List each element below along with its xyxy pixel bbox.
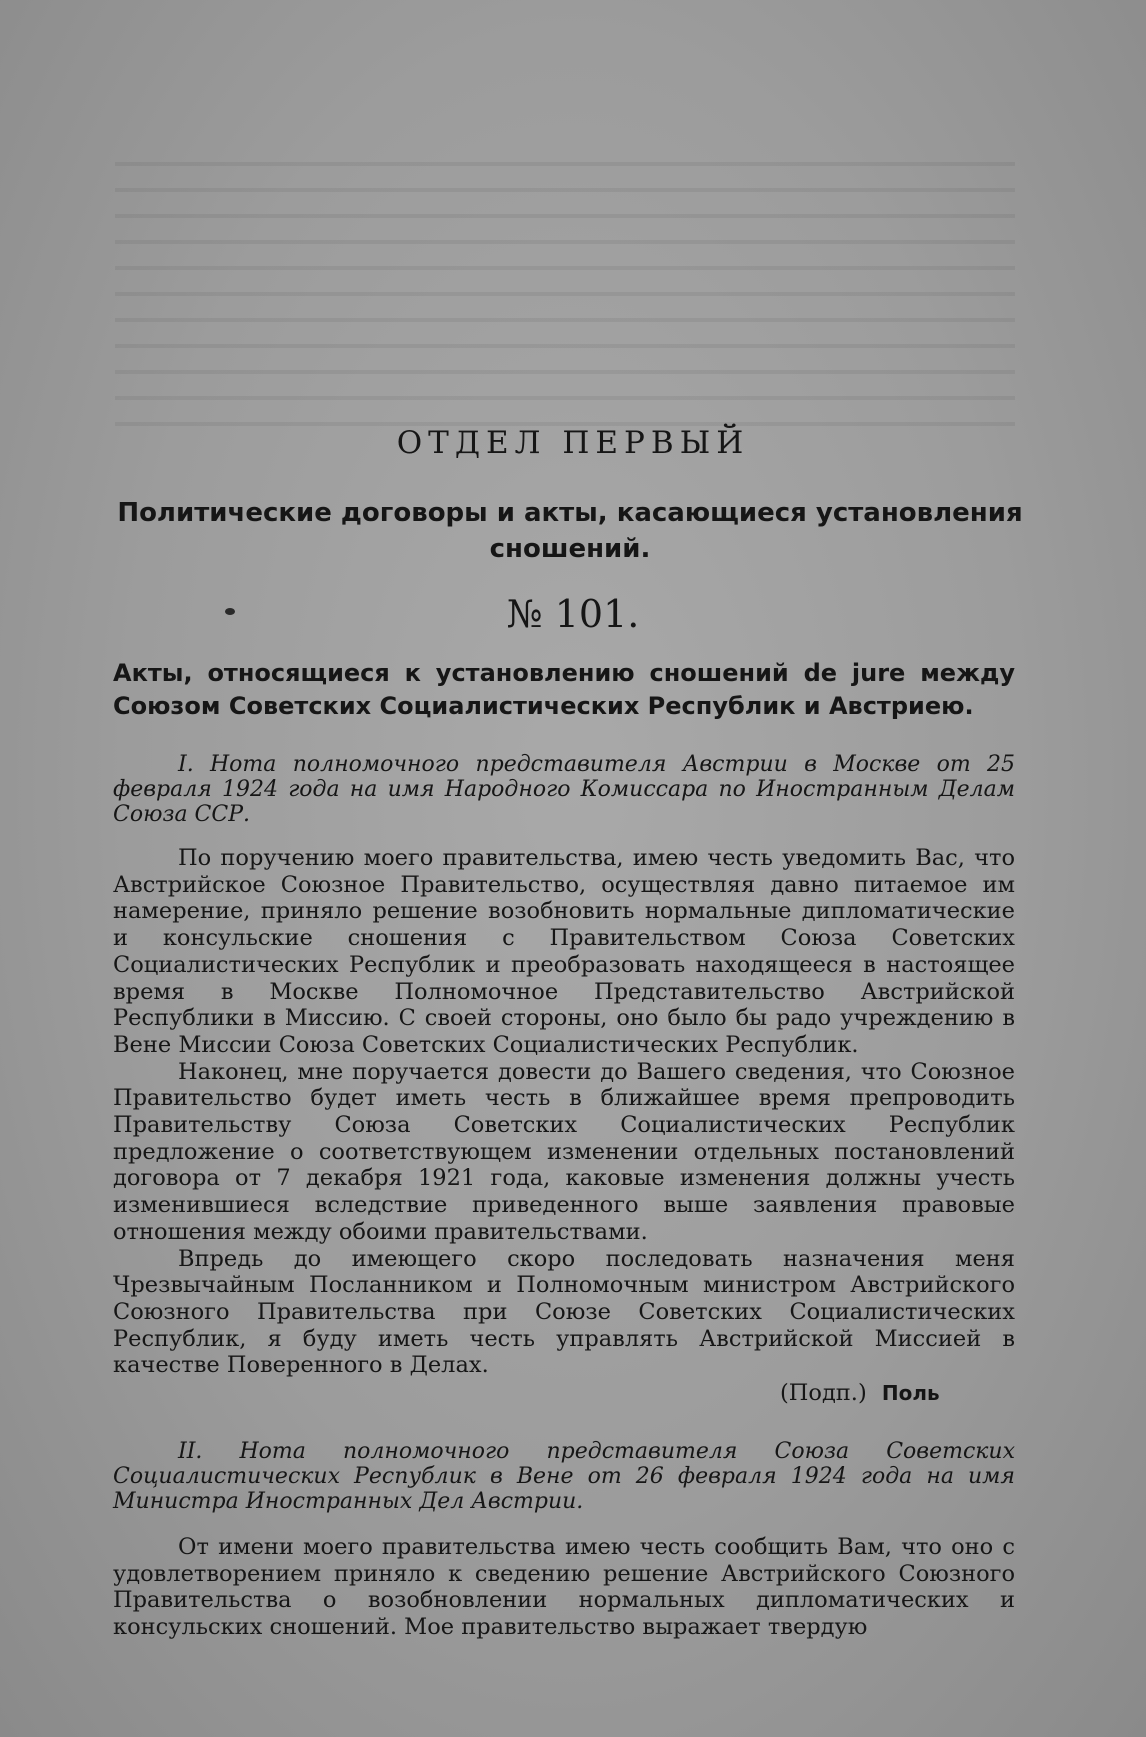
section-title: ОТДЕЛ ПЕРВЫЙ	[396, 425, 750, 461]
note-1-body	[113, 845, 1015, 1379]
paragraph: Впредь до имеющего скоро последовать назначения меня Чрезвычайным Посланником и Полномочным министром Австрийского Союзного Правительства при Союзе Советских Социалистических Республик, я буду иметь честь управлять Австрийской Миссией в качестве Поверенного в Делах.	[113, 1245, 1015, 1379]
signature	[780, 1380, 940, 1406]
note-1-heading: I. Нота полномочного представителя Австрии в Москве от 25 февраля 1924 года на имя Народного Комиссара по Иностранным Делам Союза ССР.	[113, 752, 1015, 827]
signature-prefix: (Подп.)	[780, 1380, 867, 1406]
paragraph: Наконец, мне поручается довести до Вашего сведения, что Союзное Правительство будет иметь честь в ближайшее время препроводить Правительству Союза Советских Социалистических Республик предложение о соответствующем изменении отдельных постановлений договора от 7 декабря 1921 года, каковые изменения должны учесть изменившиеся вследствие приведенного выше заявления правовые отношения между обоими правительствами.	[113, 1058, 1015, 1245]
document-title: Акты, относящиеся к установлению сношений de jure между Союзом Советских Социалистических Республик и Австриею.	[113, 659, 1015, 720]
note-2-heading: II. Нота полномочного представителя Союза Советских Социалистических Республик в Вене от 26 февраля 1924 года на имя Министра Иностранных Дел Австрии.	[113, 1439, 1015, 1514]
paragraph: По поручению моего правительства, имею честь уведомить Вас, что Австрийское Союзное Правительство, осуществляя давно питаемое им намерение, приняло решение возобновить нормальные дипломатические и консульские сношения с Правительством Союза Советских Социалистических Республик и преобразовать находящееся в настоящее время в Москве Полномочное Представительство Австрийской Республики в Миссию. С своей стороны, оно было бы радо учреждению в Вене Миссии Союза Советских Социалистических Республик.	[113, 845, 1015, 1058]
chapter-title: Политические договоры и акты, касающиеся установления сношений.	[117, 498, 1023, 564]
note-2-body	[113, 1534, 1015, 1641]
paragraph: От имени моего правительства имею честь сообщить Вам, что оно с удовлетворением приняло к сведению решение Австрийского Союзного Правительства о возобновлении нормальных дипломатических и консульских сношений. Мое правительство выражает твердую	[113, 1534, 1015, 1641]
signature-name: Поль	[881, 1381, 940, 1405]
document-number: № 101.	[506, 592, 640, 636]
bleed-through-text	[115, 140, 1015, 440]
